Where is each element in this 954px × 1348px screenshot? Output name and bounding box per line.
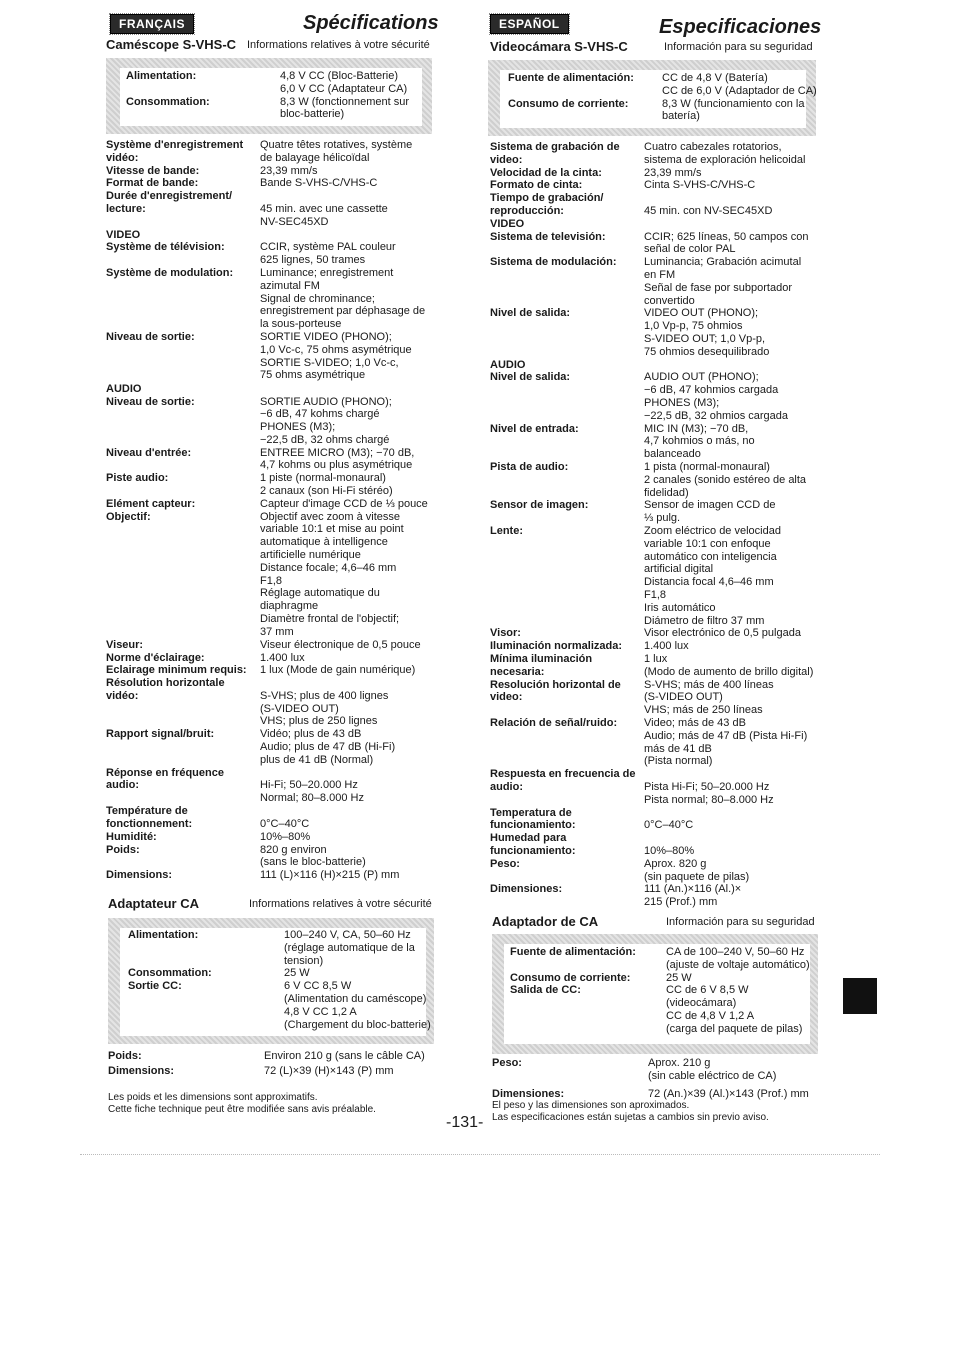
adapter-sub-es: Información para su seguridad	[666, 916, 815, 928]
spec-fr-label: Viseur:	[106, 638, 144, 651]
adapter-fr-label: Sortie CC:	[128, 980, 182, 993]
adapter-es-label: Salida de CC:	[510, 984, 581, 997]
adapter-extra-es-label: Dimensiones:	[492, 1087, 565, 1100]
page-number: -131-	[446, 1114, 484, 1131]
spec-es-value: AUDIO OUT (PHONO); −6 dB, 47 kohmios cargada PHONES (M3); −22,5 dB, 32 ohmios cargada	[644, 371, 789, 422]
adapter-extra-fr-value: Environ 210 g (sans le câble CA)	[264, 1050, 425, 1062]
adapter-head-label-es: Adaptador de CA	[492, 914, 599, 929]
spec-fr-label: Objectif:	[106, 510, 151, 523]
spec-es-label: Humedad para funcionamiento:	[490, 832, 576, 857]
spec-fr-value: SORTIE AUDIO (PHONO); −6 dB, 47 kohms chargé PHONES (M3); −22,5 dB, 32 ohms chargé	[260, 395, 392, 446]
spec-es-value: Cinta S-VHS-C/VHS-C	[644, 179, 756, 192]
spec-fr-value: Quatre têtes rotatives, système de balayage hélicoïdal	[260, 139, 413, 164]
power-es-value: CC de 4,8 V (Batería) CC de 6,0 V (Adaptador de CA)	[662, 72, 817, 97]
power-es-label: Consumo de corriente:	[508, 97, 629, 110]
spec-es-value: Aprox. 820 g (sin paquete de pilas)	[644, 857, 750, 883]
spec-fr-label: Humidité:	[106, 830, 157, 843]
spec-fr-label: Eclairage minimum requis:	[106, 664, 247, 677]
adapter-extra-fr-label: Poids:	[108, 1050, 142, 1062]
title-fr: Spécifications	[303, 12, 439, 34]
adapter-fr-label: Alimentation:	[128, 929, 199, 941]
adapter-es-label: Fuente de alimentación:	[510, 946, 636, 958]
spec-es-label: Nivel de salida:	[490, 307, 571, 320]
spec-fr-label: Durée d'enregistrement/ lecture:	[106, 190, 233, 215]
spec-es-label: Pista de audio:	[490, 461, 569, 473]
power-es-label: Fuente de alimentación:	[508, 72, 634, 84]
spec-fr-label: Système d'enregistrement vidéo:	[106, 139, 244, 164]
footnote-fr: Les poids et les dimensions sont approximatifs. Cette fiche technique peut être modifiée sans avis préalable.	[108, 1092, 376, 1115]
spec-fr-value: 1 lux (Mode de gain numérique)	[260, 664, 416, 677]
spec-es-value: 23,39 mm/s	[644, 166, 702, 179]
power-es-value: 8,3 W (funcionamiento con la batería)	[662, 97, 805, 123]
power-fr-label: Alimentation:	[126, 70, 197, 82]
spec-es-label: Nivel de salida:	[490, 371, 571, 384]
spec-fr-value: Luminance; enregistrement azimutal FM Signal de chrominance; enregistrement par déphasage de la sous-porteuse	[260, 267, 426, 331]
adapter-fr-value: 6 V CC 8,5 W (Alimentation du caméscope) 4,8 V CC 1,2 A (Chargement du bloc-batterie)	[284, 980, 431, 1031]
spec-fr-value: 10%–80%	[260, 830, 311, 843]
spec-es-label: Lente:	[490, 525, 523, 537]
page-tab-marker	[843, 978, 877, 1014]
spec-es-value: 1 lux (Modo de aumento de brillo digital)	[644, 653, 814, 678]
spec-fr-value: 45 min. avec une cassette NV-SEC45XD	[260, 202, 388, 228]
spec-es-value: Sensor de imagen CCD de ⅓ pulg.	[644, 499, 776, 525]
adapter-es-value: 25 W	[666, 971, 692, 984]
spec-fr-label: Poids:	[106, 843, 140, 856]
footnote-es: El peso y las dimensiones son aproximados. Las especificaciones están sujetas a cambios sin previo aviso.	[492, 1100, 769, 1123]
spec-es-value: 111 (An.)×116 (Al.)× 215 (Prof.) mm	[644, 883, 742, 909]
spec-es-value: Cuatro cabezales rotatorios, sistema de exploración helicoidal	[644, 141, 806, 166]
camera-sub-fr: Informations relatives à votre sécurité	[247, 39, 430, 51]
spec-es-label: Velocidad de la cinta:	[490, 166, 602, 179]
spec-es-value: 10%–80%	[644, 844, 695, 857]
spec-fr-value: 23,39 mm/s	[260, 164, 318, 177]
adapter-extra-fr-label: Dimensions:	[108, 1064, 175, 1077]
adapter-head-es	[492, 914, 815, 929]
adapter-extra-fr-value: 72 (L)×39 (H)×143 (P) mm	[264, 1064, 394, 1077]
adapter-es-value: CC de 6 V 8,5 W (videocámara) CC de 4,8 V 1,2 A (carga del paquete de pilas)	[666, 984, 803, 1035]
spec-fr-value: Viseur électronique de 0,5 pouce	[260, 638, 421, 651]
spec-es-label: Tiempo de grabación/ reproducción:	[490, 192, 604, 217]
adapter-fr-label: Consommation:	[128, 967, 212, 980]
spec-fr-value: S-VHS; plus de 400 lignes (S-VIDEO OUT) VHS; plus de 250 lignes	[260, 689, 389, 728]
spec-es-label: Mínima iluminación necesaria:	[490, 653, 593, 678]
spec-fr-label: Rapport signal/bruit:	[106, 728, 215, 741]
spec-fr-label: Niveau de sortie:	[106, 395, 195, 408]
spec-es-value: Video; más de 43 dB Audio; más de 47 dB (Pista Hi-Fi) más de 41 dB (Pista normal)	[644, 717, 808, 768]
spec-es-value: CCIR; 625 líneas, 50 campos con señal de color PAL	[644, 230, 809, 256]
bottom-divider	[80, 1154, 880, 1155]
spec-fr-label: Résolution horizontale vidéo:	[106, 677, 225, 702]
spec-es-label: VIDEO	[490, 217, 525, 230]
spec-es-label: Sistema de grabación de video:	[490, 141, 620, 166]
adapter-head-label-fr: Adaptateur CA	[108, 896, 200, 911]
adapter-extra-es-value: 72 (An.)×39 (Al.)×143 (Prof.) mm	[648, 1087, 809, 1100]
lang-badge-es: ESPAÑOL	[490, 14, 569, 34]
adapter-fr-value: 100–240 V, CA, 50–60 Hz (réglage automatique de la tension)	[284, 929, 415, 967]
spec-fr-value: Bande S-VHS-C/VHS-C	[260, 177, 378, 190]
spec-fr-value: Hi-Fi; 50–20.000 Hz Normal; 80–8.000 Hz	[260, 779, 364, 805]
camera-head-label-fr: Caméscope S-VHS-C	[106, 37, 237, 52]
spec-fr-label: Norme d'éclairage:	[106, 651, 205, 664]
spec-fr-value: 1 piste (normal-monaural) 2 canaux (son Hi-Fi stéréo)	[260, 472, 393, 498]
camera-sub-es: Información para su seguridad	[664, 41, 813, 53]
spec-es-label: Formato de cinta:	[490, 179, 583, 192]
spec-fr-value: Vidéo; plus de 43 dB Audio; plus de 47 dB (Hi-Fi) plus de 41 dB (Normal)	[260, 728, 396, 766]
spec-fr-label: Vitesse de bande:	[106, 164, 200, 177]
spec-fr-label: Elément capteur:	[106, 497, 196, 510]
spec-fr-label: Niveau de sortie:	[106, 331, 195, 343]
spec-fr-value: 111 (L)×116 (H)×215 (P) mm	[260, 869, 400, 882]
spec-es-value: Visor electrónico de 0,5 pulgada	[644, 627, 801, 640]
spec-es-value: MIC IN (M3); −70 dB, 4,7 kohmios o más, no balanceado	[644, 422, 755, 461]
lang-badge-fr: FRANÇAIS	[110, 14, 194, 34]
spec-fr-label: VIDEO	[106, 228, 141, 241]
spec-fr-value: CCIR, système PAL couleur 625 lignes, 50 trames	[260, 241, 396, 267]
spec-fr-value: Objectif avec zoom à vitesse variable 10:1 et mise au point automatique à intelligence artificielle numérique Distance focale; 4,6–46 mm F1,8 Réglage automatique du diaphragme Diamètre frontal de l'objectif; 37 mm	[260, 510, 404, 638]
adapter-extra-es-label: Peso:	[492, 1057, 522, 1069]
spec-fr-label: Système de télévision:	[106, 241, 225, 254]
spec-es-label: Sistema de modulación:	[490, 256, 617, 269]
spec-fr-value: SORTIE VIDEO (PHONO); 1,0 Vc-c, 75 ohms asymétrique SORTIE S-VIDEO; 1,0 Vc-c, 75 ohms asymétrique	[260, 331, 412, 382]
spec-fr-label: Niveau d'entrée:	[106, 446, 192, 459]
spec-fr-value: ENTREE MICRO (M3); −70 dB, 4,7 kohms ou plus asymétrique	[260, 446, 415, 472]
power-fr-label: Consommation:	[126, 95, 210, 108]
spec-es-label: Relación de señal/ruido:	[490, 717, 618, 729]
spec-es-label: Visor:	[490, 627, 521, 640]
camera-head-fr	[106, 37, 430, 52]
spec-es-label: Respuesta en frecuencia de audio:	[490, 768, 636, 793]
spec-es-label: Temperatura de funcionamiento:	[490, 806, 576, 832]
title-es: Especificaciones	[659, 16, 822, 38]
spec-es-value: VIDEO OUT (PHONO); 1,0 Vp-p, 75 ohmios S-VIDEO OUT; 1,0 Vp-p, 75 ohmios desequilibrado	[644, 307, 770, 358]
power-fr-value: 8,3 W (fonctionnement sur bloc-batterie)	[280, 95, 410, 121]
spec-es-label: Iluminación normalizada:	[490, 640, 623, 653]
spec-fr-label: Température de fonctionnement:	[106, 805, 193, 830]
spec-es-value: Zoom eléctrico de velocidad variable 10:1 con enfoque automático con inteligencia artificial digital Distancia focal 4,6–46 mm F1,8 Iris automático Diámetro de filtro 37 mm	[644, 525, 781, 627]
spec-fr-label: Réponse en fréquence audio:	[106, 766, 224, 792]
power-fr-value: 4,8 V CC (Bloc-Batterie) 6,0 V CC (Adaptateur CA)	[280, 70, 408, 95]
camera-head-es	[490, 39, 813, 54]
spec-es-value: S-VHS; más de 400 líneas (S-VIDEO OUT) VHS; más de 250 líneas	[644, 678, 774, 717]
spec-es-label: Dimensiones:	[490, 883, 563, 896]
adapter-extra-es-value: Aprox. 210 g (sin cable eléctrico de CA)	[648, 1057, 777, 1082]
adapter-es-label: Consumo de corriente:	[510, 971, 631, 984]
camera-head-label-es: Videocámara S-VHS-C	[490, 39, 628, 54]
spec-fr-label: Système de modulation:	[106, 267, 234, 279]
spec-es-label: Nivel de entrada:	[490, 422, 579, 435]
spec-es-label: Sistema de televisión:	[490, 230, 606, 243]
adapter-head-fr	[108, 896, 432, 911]
spec-fr-value: Capteur d'image CCD de ⅓ pouce	[260, 497, 428, 510]
spec-es-label: Sensor de imagen:	[490, 499, 589, 512]
spec-es-value: 45 min. con NV-SEC45XD	[644, 204, 773, 217]
spec-es-value: 0°C–40°C	[644, 819, 694, 832]
spec-es-value: Luminancia; Grabación acimutal en FM Señal de fase por subportador convertido	[644, 256, 802, 307]
spec-es-label: Resolución horizontal de video:	[490, 678, 621, 704]
spec-fr-value: 0°C–40°C	[260, 817, 310, 830]
spec-fr-label: Piste audio:	[106, 472, 169, 485]
spec-es-value: Pista Hi-Fi; 50–20.000 Hz Pista normal; 80–8.000 Hz	[644, 780, 774, 806]
adapter-es-value: CA de 100–240 V, 50–60 Hz (ajuste de voltaje automático)	[666, 946, 810, 971]
adapter-fr-value: 25 W	[284, 967, 310, 980]
spec-fr-value: 820 g environ (sans le bloc-batterie)	[260, 843, 366, 869]
spec-fr-label: Format de bande:	[106, 177, 199, 190]
spec-es-label: Peso:	[490, 857, 520, 870]
spec-es-label: AUDIO	[490, 358, 526, 371]
spec-fr-label: Dimensions:	[106, 869, 173, 882]
spec-fr-label: AUDIO	[106, 382, 142, 395]
spec-es-value: 1.400 lux	[644, 640, 689, 653]
spec-es-value: 1 pista (normal-monaural) 2 canales (sonido estéreo de alta fidelidad)	[644, 461, 807, 499]
adapter-sub-fr: Informations relatives à votre sécurité	[249, 898, 432, 910]
spec-fr-value: 1.400 lux	[260, 651, 305, 664]
